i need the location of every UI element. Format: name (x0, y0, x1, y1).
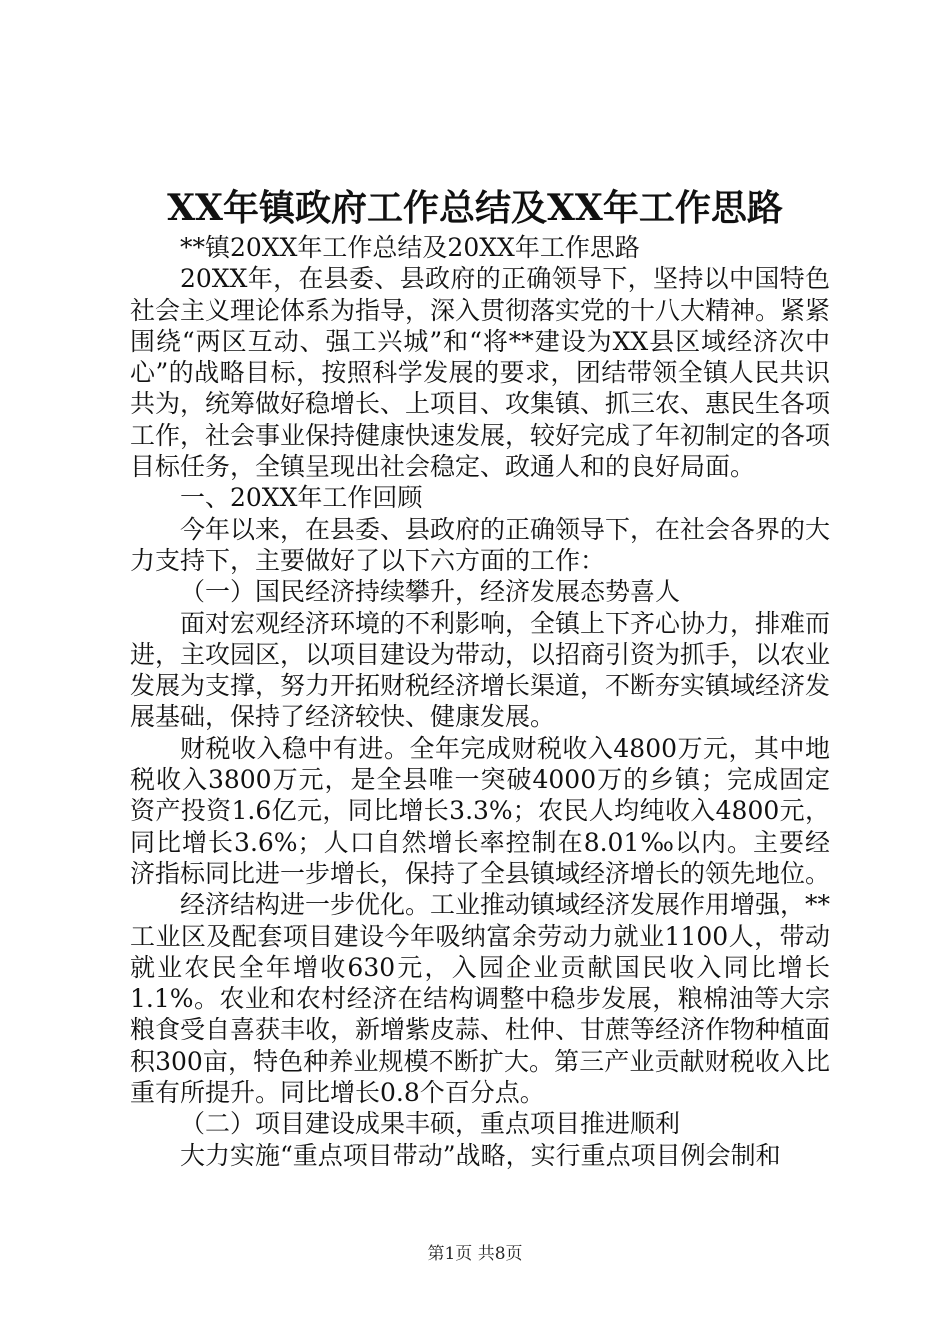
body-paragraph: 面对宏观经济环境的不利影响，全镇上下齐心协力，排难而进，主攻园区，以项目建设为带动，以招商引资为抓手，以农业发展为支撑，努力开拓财税经济增长渠道，不断夯实镇域经济发展基础，保持了经济较快、健康发展。 (130, 608, 831, 732)
subsection-heading: （二）项目建设成果丰硕，重点项目推进顺利 (180, 1109, 681, 1139)
page-number-footer: 第1页 共8页 (427, 1244, 523, 1264)
body-paragraph: 大力实施“重点项目带动”战略，实行重点项目例会制和 (180, 1140, 781, 1170)
intro-paragraph: 20XX年，在县委、县政府的正确领导下，坚持以中国特色社会主义理论体系为指导，深入贯彻落实党的十八大精神。紧紧围绕“两区互动、强工兴城”和“将**建设为XX县区域经济次中心”的战略目标，按照科学发展的要求，团结带领全镇人民共识共为，统筹做好稳增长、上项目、攻集镇、抓三农、惠民生各项工作，社会事业保持健康快速发展，较好完成了年初制定的各项目标任务，全镇呈现出社会稳定、政通人和的良好局面。 (130, 264, 831, 482)
body-paragraph: 经济结构进一步优化。工业推动镇域经济发展作用增强，**工业区及配套项目建设今年吸纳富余劳动力就业1100人，带动就业农民全年增收630元，入园企业贡献国民收入同比增长1.1%。农业和农村经济在结构调整中稳步发展，粮棉油等大宗粮食受自喜获丰收，新增紫皮蒜、杜仲、甘蔗等经济作物种植面积300亩，特色种养业规模不断扩大。第三产业贡献财税收入比重有所提升。同比增长0.8个百分点。 (130, 890, 831, 1108)
document-title: XX年镇政府工作总结及XX年工作思路 (167, 187, 783, 229)
subtitle-paragraph: **镇20XX年工作总结及20XX年工作思路 (180, 233, 640, 262)
document-body (130, 232, 830, 1171)
body-paragraph: 财税收入稳中有进。全年完成财税收入4800万元，其中地税收入3800万元，是全县唯一突破4000万的乡镇；完成固定资产投资1.6亿元，同比增长3.3%；农民人均纯收入4800元，同比增长3.6%；人口自然增长率控制在8.01‰以内。主要经济指标同比进一步增长，保持了全县镇域经济增长的领先地位。 (130, 733, 831, 888)
section-heading: 一、20XX年工作回顾 (180, 483, 423, 513)
subsection-heading: （一）国民经济持续攀升，经济发展态势喜人 (180, 577, 681, 607)
body-paragraph: 今年以来，在县委、县政府的正确领导下，在社会各界的大力支持下，主要做好了以下六方面的工作： (130, 514, 831, 575)
